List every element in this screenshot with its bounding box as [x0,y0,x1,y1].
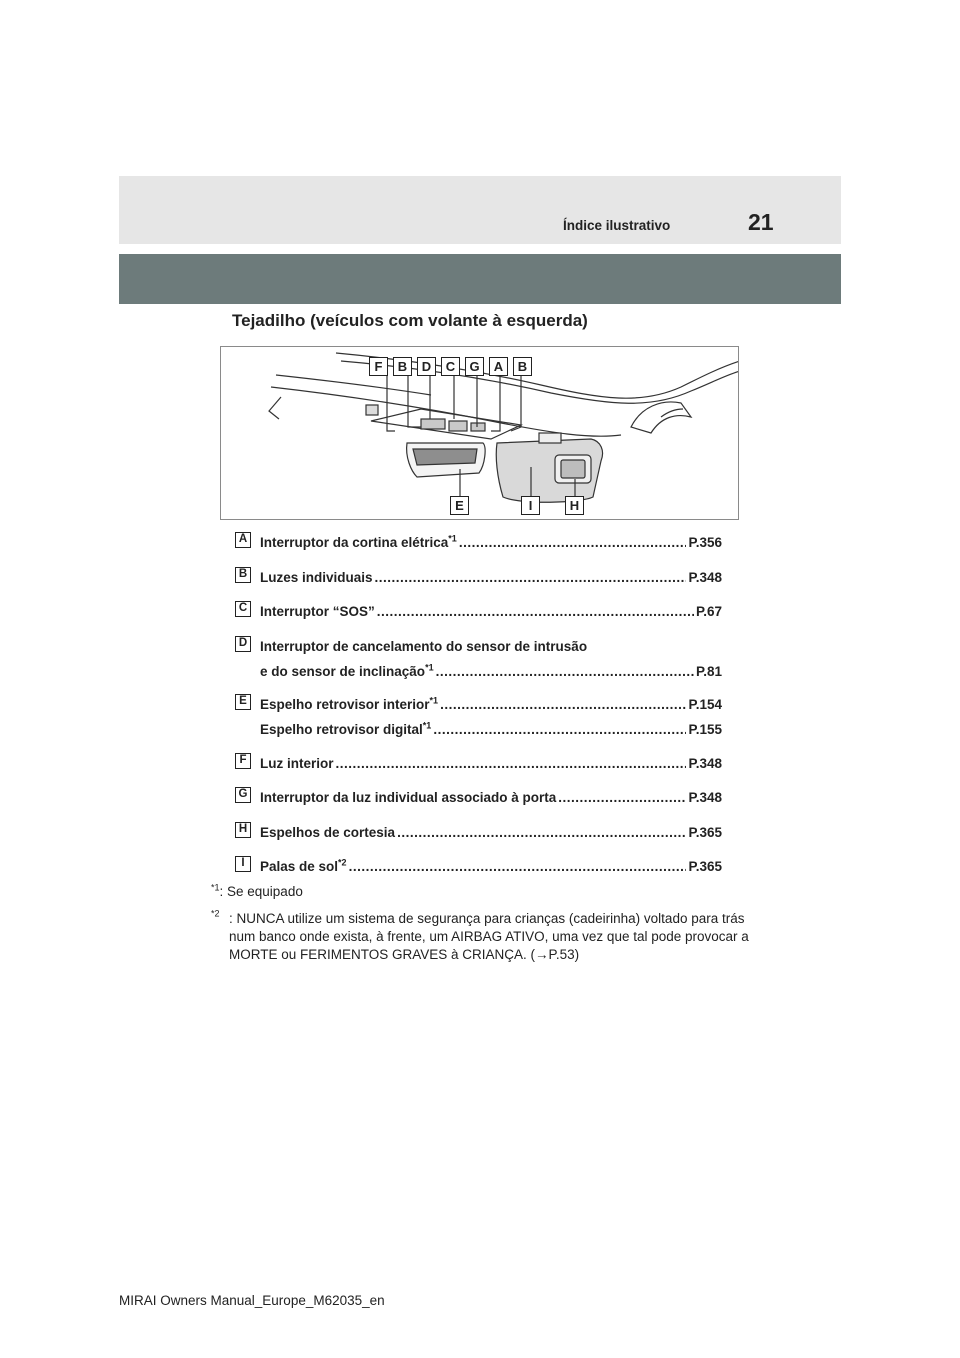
entry-label: Interruptor “SOS” [260,604,375,619]
page-heading: Tejadilho (veículos com volante à esquerda) [232,311,588,330]
entry-label: Interruptor de cancelamento do sensor de intrusão [260,639,588,654]
callout-d: D [417,357,436,376]
entry-e-line1 [260,697,722,712]
callout-f: F [369,357,388,376]
chapter-bar [119,254,841,304]
page-ref-link[interactable]: P.67 [695,604,722,619]
entry-label: Luz interior [260,756,334,771]
page-ref-link[interactable]: P.365 [688,825,722,840]
header-band [119,176,841,244]
callout-b-right: B [513,357,532,376]
callout-h: H [565,496,584,515]
entry-label: Interruptor da luz individual associado à porta [260,790,557,805]
callout-a: A [489,357,508,376]
entry-d-line1 [260,639,722,654]
grab-handle [631,402,691,433]
entry-b [260,570,722,585]
entry-e-line2 [260,722,722,737]
section-title: Índice ilustrativo [563,218,671,233]
entry-label: Luzes individuais [260,570,373,585]
page-ref-link[interactable]: P.365 [688,859,722,874]
page-ref-link[interactable]: P.155 [688,722,722,737]
entry-a [260,535,722,550]
page-ref-link[interactable]: P.154 [688,697,722,712]
entry-letter-b: B [235,567,251,583]
overhead-console [371,409,521,439]
entry-i [260,859,722,874]
callout-b-left: B [393,357,412,376]
entry-h [260,825,722,840]
page-ref-link[interactable]: P.348 [688,790,722,805]
entry-label: e do sensor de inclinação$^{*1}$ [260,662,434,679]
page-ref-link[interactable]: P.356 [688,535,722,550]
entry-letter-c: C [235,601,251,617]
entry-label: Espelhos de cortesia [260,825,396,840]
entry-label: Espelho retrovisor digital$^{*1}$ [260,720,432,737]
entry-d-line2 [260,664,722,679]
entry-label: Interruptor da cortina elétrica$^{*1}$ [260,533,457,550]
footer-doc-id: MIRAI Owners Manual_Europe_M62035_en [119,1293,385,1308]
entry-label: Espelho retrovisor interior$^{*1}$ [260,695,439,712]
entry-label: Palas de sol$^{*2}$ [260,857,347,874]
callout-i: I [521,496,540,515]
page-ref-link[interactable]: P.81 [695,664,722,679]
entry-letter-d: D [235,636,251,652]
entry-letter-h: H [235,822,251,838]
entry-letter-a: A [235,532,251,548]
callout-c: C [441,357,460,376]
callout-e: E [450,496,469,515]
entry-c [260,604,722,619]
footnote-1: $^{*1}$: Se equipado [211,882,303,899]
page-ref-link[interactable]: P.348 [688,756,722,771]
callout-g: G [465,357,484,376]
page-number: 21 [748,209,774,235]
page-ref-link[interactable]: P.348 [688,570,722,585]
footnote-2: : NUNCA utilize um sistema de segurança para crianças (cadeirinha) voltado para trás num banco onde exista, à frente, um AIRBAG ATIVO, uma vez que tal pode provocar a MORTE ou FERIMENTOS GRAVES à CRIANÇA. (→P.53) [229,911,749,962]
entry-f [260,756,722,771]
entry-letter-f: F [235,753,251,769]
entry-letter-g: G [235,787,251,803]
entry-g [260,790,722,805]
roof-illustration [220,346,739,520]
entry-letter-e: E [235,694,251,710]
footnote-2-mark: *2 [211,908,220,919]
entry-letter-i: I [235,856,251,872]
